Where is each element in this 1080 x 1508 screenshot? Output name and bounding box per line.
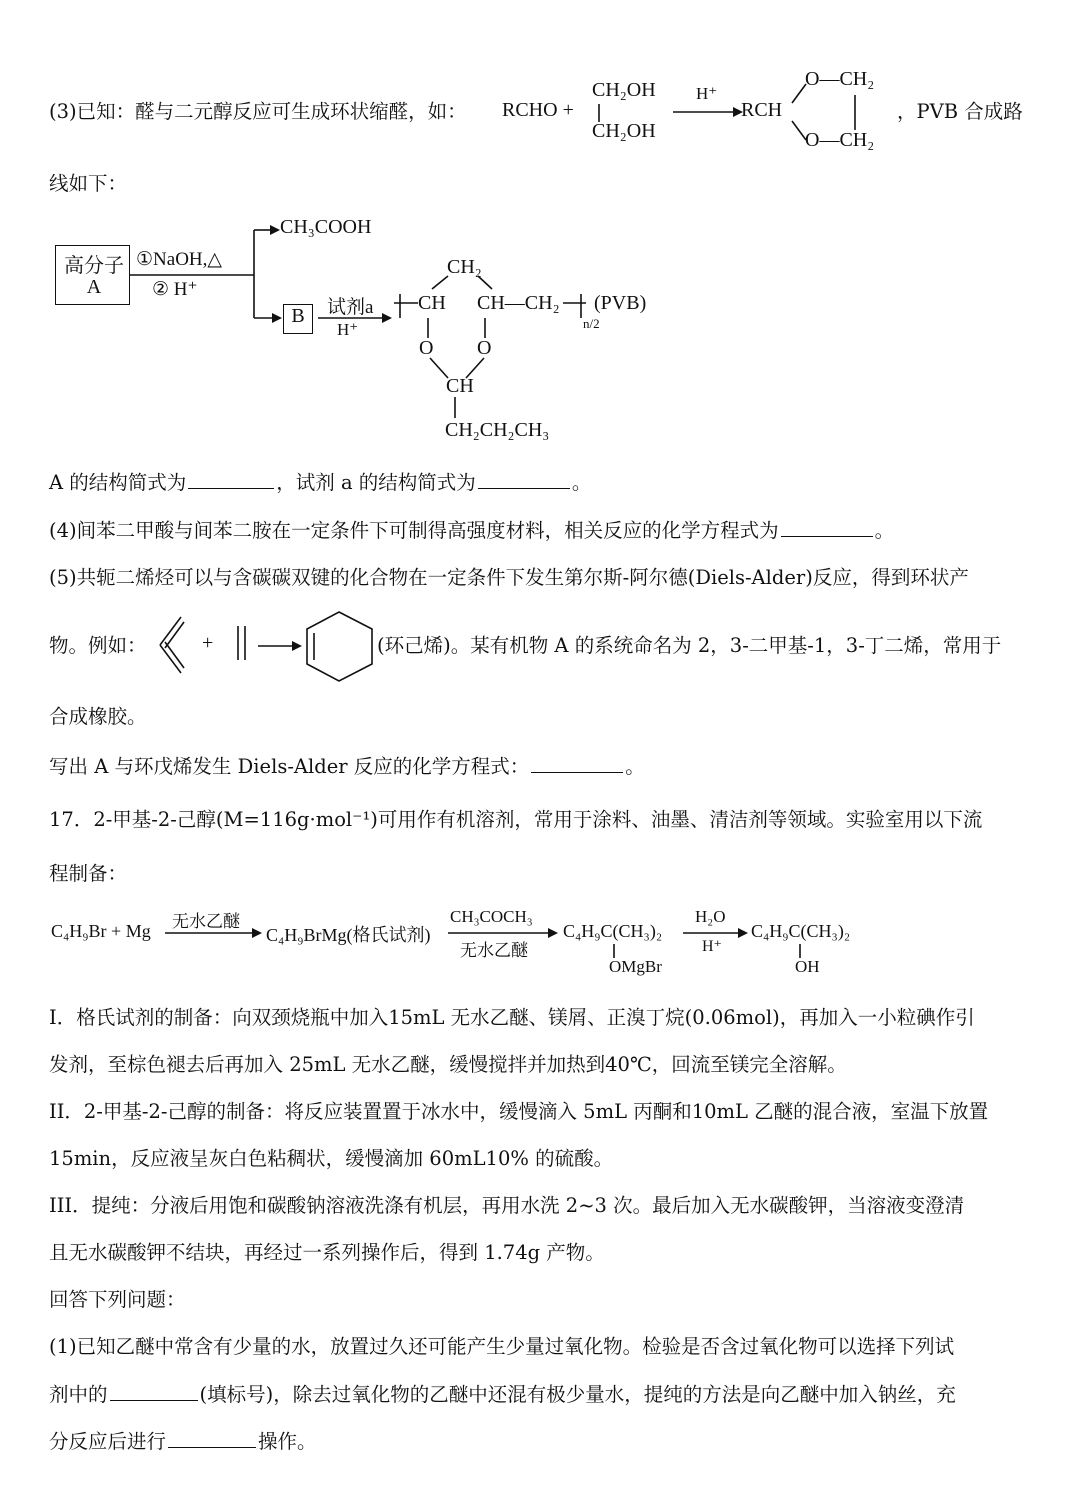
q17-p3-line2: 且无水碳酸钾不结块，再经过一系列操作后，得到 1.74g 产物。 (49, 1241, 605, 1264)
q3-question-part1: A 的结构简式为 (49, 471, 187, 494)
answer-blank-operation[interactable] (168, 1427, 256, 1448)
route-s4-sub: OH (795, 957, 820, 976)
q17-q1-line3-part1: 分反应后进行 (49, 1430, 167, 1453)
diol-bottom: CH₂OH (592, 120, 656, 142)
q4-end: 。 (874, 519, 895, 542)
q17-p1-line1: I．格氏试剂的制备：向双颈烧瓶中加入15mL 无水乙醚、镁屑、正溴丁烷(0.06mol)，再加入一小粒碘作引 (49, 1006, 975, 1029)
q4-text: (4)间苯二甲酸与间苯二胺在一定条件下可制得高强度材料，相关反应的化学方程式为 (49, 519, 779, 542)
cond-naoh: ①NaOH,△ (136, 249, 222, 270)
reagent-a: 试剂a (327, 297, 374, 318)
q5-line4-text: 写出 A 与环戊烯发生 Diels-Alder 反应的化学方程式： (49, 755, 530, 778)
q3-question-part3: 。 (571, 471, 592, 494)
route-s2: C₄H₉BrMg(格氏试剂) (266, 925, 431, 945)
q17-p1-line2: 发剂，至棕色褪去后再加入 25mL 无水乙醚，缓慢搅拌并加热到40℃，回流至镁完全溶解。 (49, 1053, 847, 1076)
q5-line3: 合成橡胶。 (49, 705, 147, 728)
route-s3-sub: OMgBr (609, 957, 662, 976)
q5-line2-start: 物。例如： (49, 634, 147, 657)
acetal-o-top: O—CH₂ (805, 68, 875, 90)
q17-p2-line1: II．2-甲基-2-己醇的制备：将反应装置置于冰水中，缓慢滴入 5mL 丙酮和10mL 乙醚的混合液，室温下放置 (49, 1100, 989, 1123)
route-s3: C₄H₉C(CH₃)₂ (563, 921, 663, 941)
plus-sign: + (202, 632, 214, 654)
reagent-h: H⁺ (337, 320, 359, 339)
pvb-ch2-top: CH₂ (447, 256, 482, 278)
q17-q1-line3-part2: 操作。 (258, 1430, 317, 1453)
route-s4: C₄H₉C(CH₃)₂ (751, 921, 851, 941)
pvb-subscript: n/2 (583, 316, 600, 331)
q17-p2-line2: 15min，反应液呈灰白色粘稠状，缓慢滴加 60mL10% 的硫酸。 (49, 1147, 614, 1170)
q5-line4-end: 。 (625, 755, 645, 778)
q17-q1-line2-part2: (填标号)，除去过氧化物的乙醚中还混有极少量水，提纯的方法是向乙醚中加入钠丝，充 (199, 1383, 956, 1406)
acetal-reactant: RCHO + (502, 99, 574, 121)
q17-q1-line1: (1)已知乙醚中常含有少量的水，放置过久还可能产生少量过氧化物。检验是否含过氧化物可以选择下列试 (49, 1335, 955, 1358)
route-s2-cond-top: CH₃COCH₃ (450, 907, 533, 926)
q17-answer-prompt: 回答下列问题： (49, 1288, 186, 1311)
pvb-o-right: O (477, 337, 492, 359)
answer-blank-reagent-choice[interactable] (110, 1380, 198, 1401)
q3-tail: ，PVB 合成路 (897, 100, 1023, 123)
acetal-catalyst: H⁺ (696, 84, 718, 103)
q17-p3-line1: III．提纯：分液后用饱和碳酸钠溶液洗涤有机层，再用水洗 2~3 次。最后加入无水碳酸钾，当溶液变澄清 (49, 1194, 965, 1217)
pvb-label: (PVB) (594, 292, 647, 314)
pvb-propyl: CH₂CH₂CH₃ (445, 419, 550, 441)
pvb-ch-left: CH (418, 292, 446, 314)
pvb-o-left: O (419, 337, 434, 359)
b-label: B (291, 305, 305, 327)
acetal-o-bottom: O—CH₂ (805, 129, 875, 151)
cond-h: ② H⁺ (152, 279, 198, 300)
polymer-a-label: 高分子 (64, 255, 124, 277)
acetal-rch: RCH (741, 99, 783, 121)
q3-line2: 线如下： (49, 172, 128, 195)
q17-q1-line2-part1: 剂中的 (49, 1383, 108, 1406)
pvb-ch-right: CH—CH₂ (477, 292, 560, 314)
polymer-a-letter: A (86, 276, 102, 298)
q17-q1-line2 (49, 1380, 956, 1409)
route-s1: C₄H₉Br + Mg (51, 921, 151, 941)
acetic-acid: CH₃COOH (280, 216, 372, 238)
route-s2-cond-bottom: 无水乙醚 (460, 941, 528, 960)
q17-line1: 17．2-甲基-2-己醇(M=116g·mol⁻¹)可用作有机溶剂，常用于涂料、油墨、清洁剂等领域。实验室用以下流 (49, 808, 983, 831)
q17-line2: 程制备： (49, 862, 128, 885)
diol-top: CH₂OH (592, 79, 656, 101)
q5-line1: (5)共轭二烯烃可以与含碳碳双键的化合物在一定条件下发生第尔斯-阿尔德(Diels-Alder)反应，得到环状产 (49, 566, 969, 589)
q5-line2-end: (环己烯)。某有机物 A 的系统命名为 2，3-二甲基-1，3-丁二烯，常用于 (377, 634, 1002, 657)
q17-q1-line3 (49, 1427, 317, 1456)
route-s1-cond: 无水乙醚 (172, 912, 240, 931)
pvb-ch-bottom: CH (446, 375, 474, 397)
route-s3-cond-bottom: H⁺ (702, 938, 722, 955)
q3-question-part2: ，试剂 a 的结构简式为 (276, 471, 476, 494)
route-s3-cond-top: H₂O (695, 907, 726, 926)
q3-intro: (3)已知：醛与二元醇反应可生成环状缩醛，如： (49, 100, 467, 123)
